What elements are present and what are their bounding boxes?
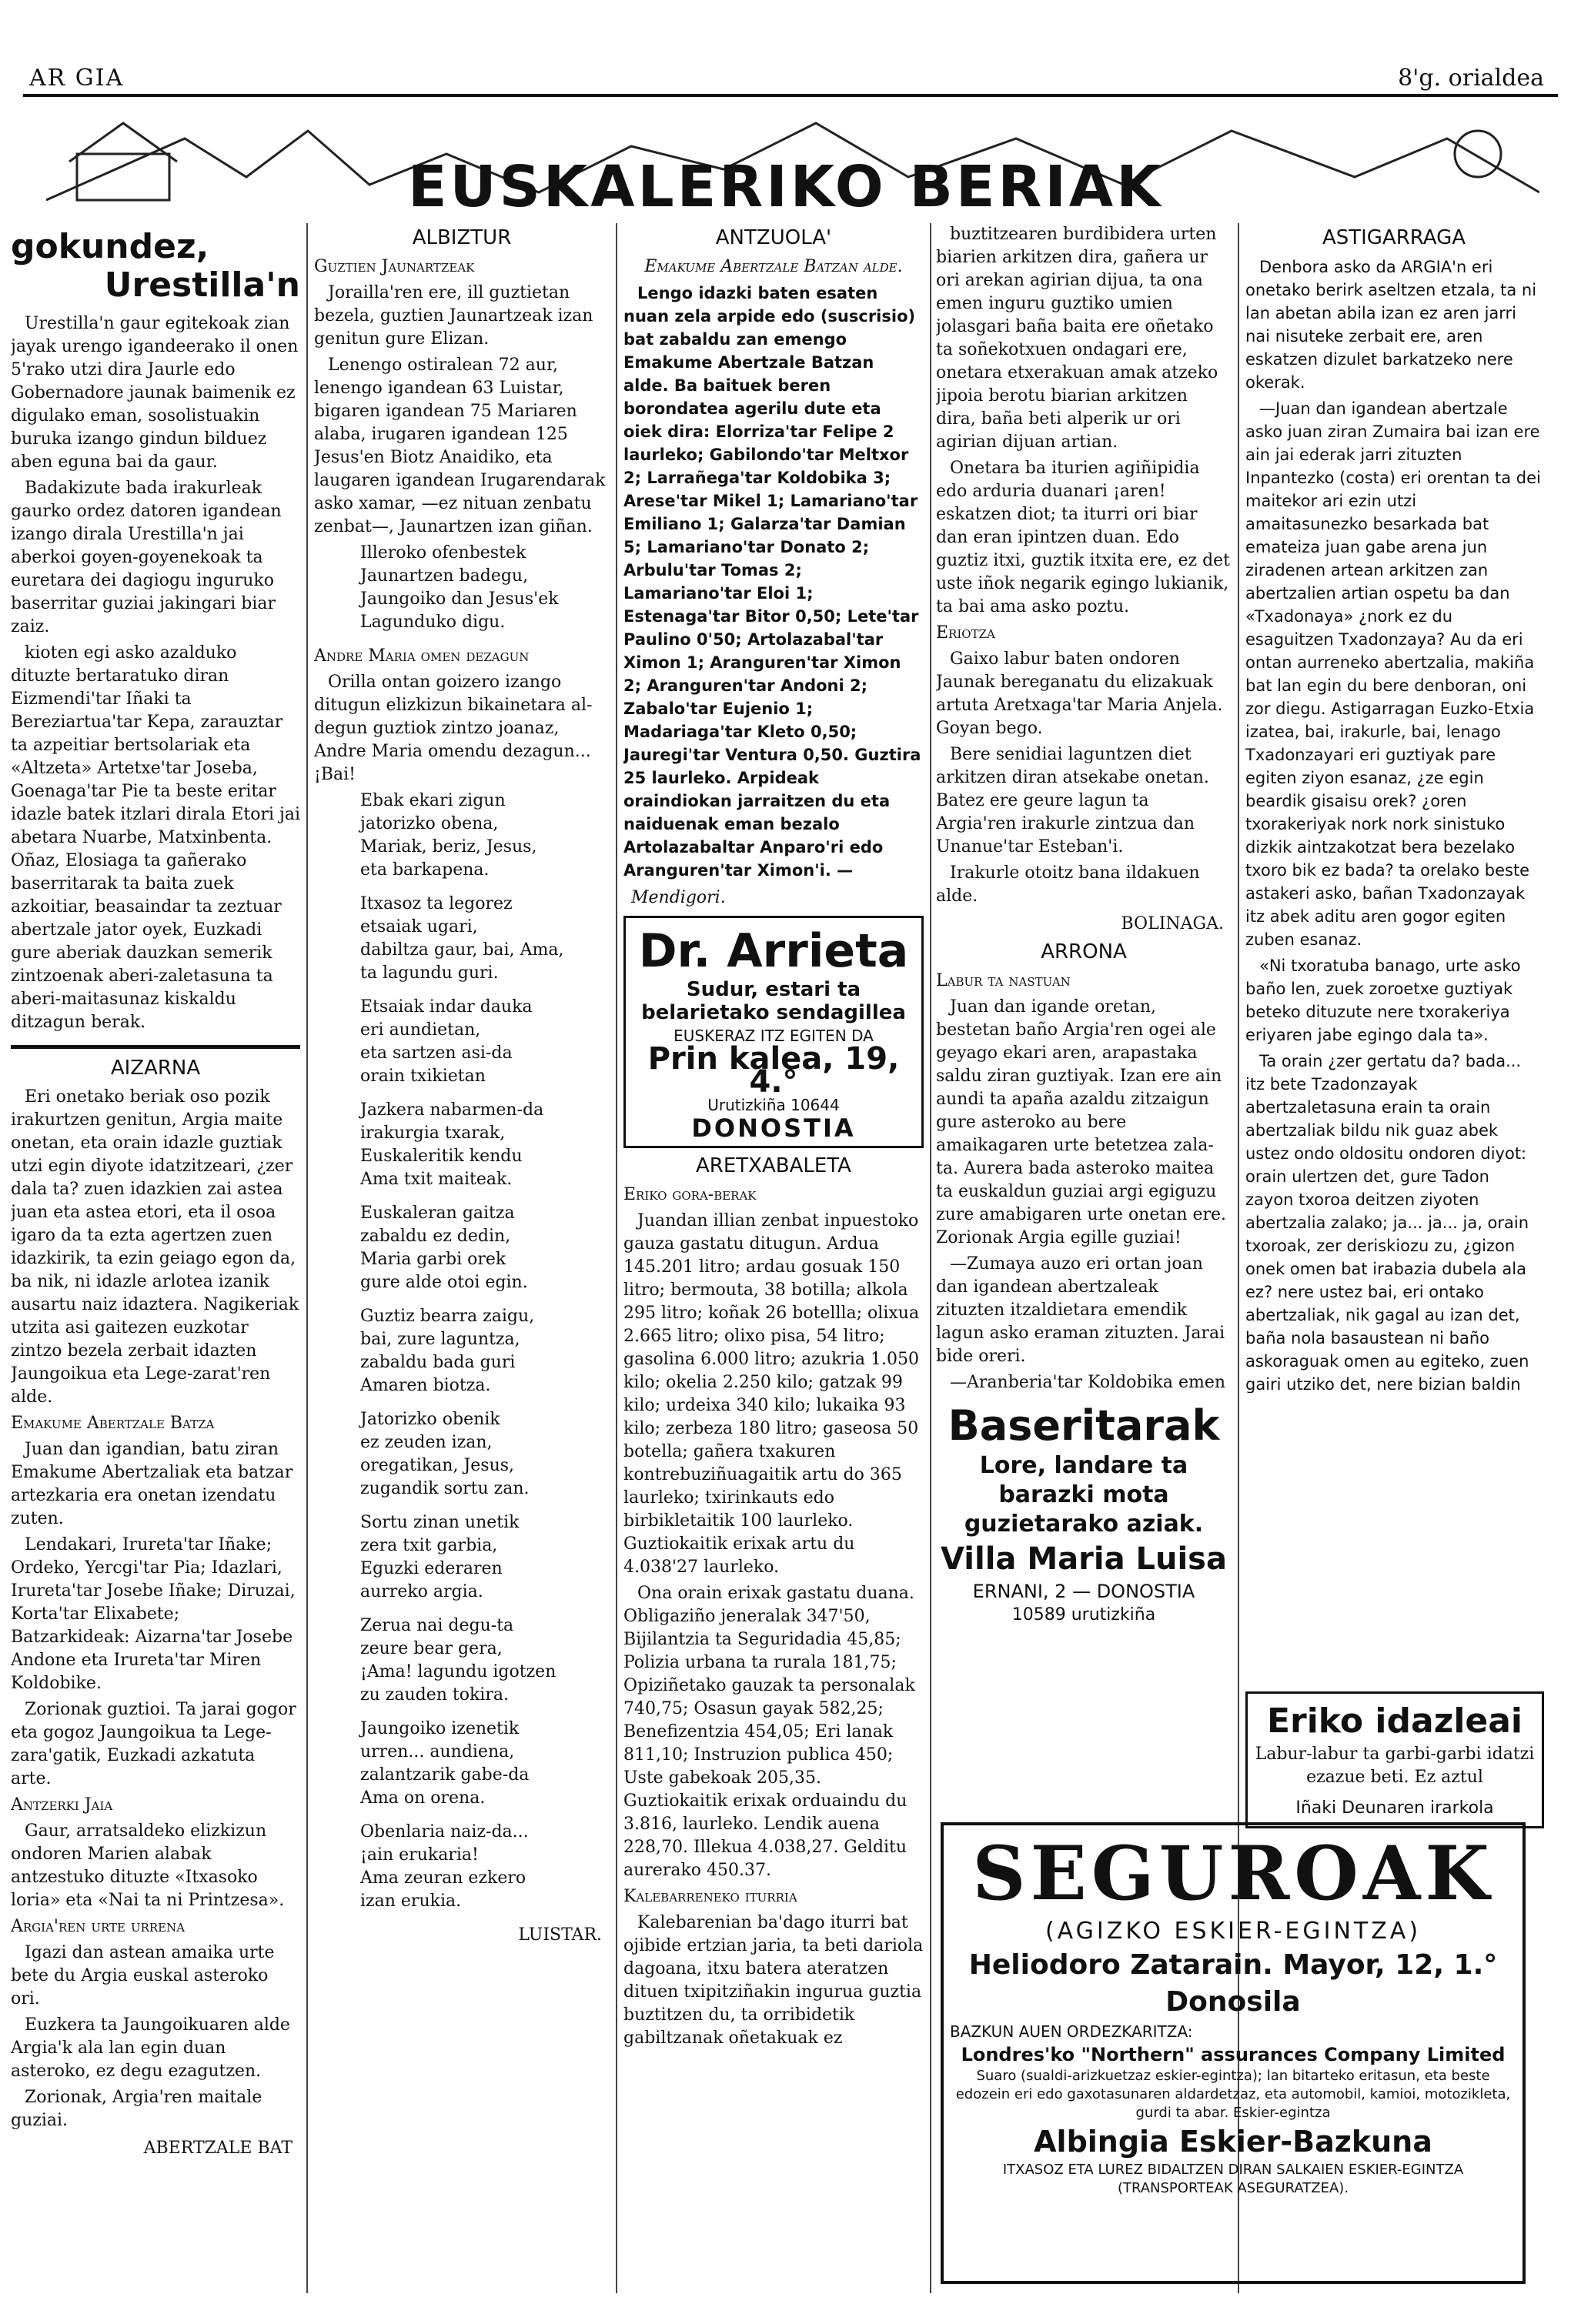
verse-line: Jaungoiko izenetik — [360, 1719, 520, 1738]
ad-address: ERNANI, 2 — DONOSTIA — [972, 1581, 1195, 1602]
paragraph: Euzkera ta Jaungoikuaren alde Argia'k ala lan egin duan asteroko, ez degu ezagutzen. — [11, 2015, 290, 2081]
section-heading: ANTZUOLA' — [715, 226, 832, 249]
verse-stanza — [314, 1408, 610, 1501]
ad-phone: 10589 urutizkiña — [1011, 1605, 1156, 1624]
paragraph: Denbora asko da ARGIA'n eri onetako berirk aseltzen etzala, ta ni lan abetan abila izan ez aren jarri nai nisuteke zerbait ere, aren eskatzen dizulet barkatzeko nere okerak. — [1245, 258, 1537, 392]
ad-title: SEGUROAK — [972, 1830, 1494, 1917]
paragraph: Zorionak guztioi. Ta jarai gogor eta gogoz Jaungoikua ta Lege-zara'gatik, Euzkadi azkatuta arte. — [11, 1700, 296, 1788]
verse-line: Jazkera nabarmen-da — [360, 1100, 544, 1120]
column-1 — [11, 223, 300, 2293]
paragraph: Igazi dan astean amaika urte bete du Argia euskal asteroko ori. — [11, 1943, 275, 2008]
ad-address: Heliodoro Zatarain. Mayor, 12, 1.° Donosila — [968, 1949, 1498, 2018]
verse-line: Ama zeuran ezkero — [360, 1868, 526, 1888]
column-5 — [1245, 223, 1543, 1393]
paragraph: Bere senidiai laguntzen diet arkitzen diran atsekabe onetan. Batez ere geure lagun ta Argia'ren irakurle zintzua dan Unanue'tar Esteban'i. — [936, 745, 1209, 856]
verse-line: Jaungoiko dan Jesus'ek — [360, 589, 559, 609]
verse-line: Sortu zinan unetik — [360, 1513, 520, 1532]
ad-phone: Urutizkiña 10644 — [707, 1096, 840, 1114]
masthead-title: AR GIA — [29, 65, 125, 92]
ad-footer: ITXASOZ ETA LUREZ BIDALTZEN DIRAN SALKAIEN ESKIER-EGINTZA (TRANSPORTEAK ASEGURATZEA). — [1002, 2162, 1464, 2196]
paragraph: Orilla ontan goizero izango ditugun elizkizun bikainetara al-degun guztiok zintzo joanaz, Andre Maria omendu dezagun... ¡Bai! — [314, 673, 593, 784]
verse-line: Euskaleran gaitza — [360, 1204, 515, 1223]
ad-address: Prin kalea, 19, 4.° — [647, 1041, 900, 1100]
ad-title: Baseritarak — [948, 1401, 1220, 1450]
subheading: Andre Maria omen dezagun — [314, 646, 530, 666]
paragraph: Irakurle otoitz bana ildakuen alde. — [936, 863, 1200, 906]
verse-line: Ama on orena. — [360, 1788, 486, 1808]
ad-line: Sudur, estari ta belarietako sendagillea — [641, 978, 906, 1024]
advertisement-eriko-idazleai — [1245, 1691, 1544, 1828]
verse-line: Eguzki ederaren — [360, 1559, 503, 1578]
paragraph: Juan dan igande oretan, bestetan baño Argia'ren ogei ale geyago ekari aren, arapastaka saldu ziran guztiyak. Izan ere ain aundi ta apaña azaldu zitzaigun gure asteroko au bere amaikagaren urte betetzea zala-ta. Aurera bada asteroko maitea ta euskaldun guziai argi egiguzu zure amabigaren urte onetan ere. Zorionak Argia egille guziai! — [936, 997, 1227, 1247]
paragraph: Gaur, arratsaldeko elizkizun ondoren Marien alabak antzestuko dituzte «Itxasoko loria» eta «Nai ta ni Printzesa». — [11, 1821, 285, 1910]
verse-line: gure alde otoi egin. — [360, 1273, 528, 1292]
verse-line: ¡Ama! lagundu igotzen — [360, 1662, 557, 1681]
verse-stanza — [314, 1099, 610, 1191]
paragraph: buztitzearen burdibidera urten biarien arkitzen dira, gañera ur ori arekan agirian dijua, ta ona emen inguru guztiko umien jolasgari baña baita ere oñetako ta soñekotxuen ondagari ere, onetara etxerakuan amak atzeko jipoia berotu biarian arkitzen dira, baña beti alperik ur ori agirian dijuan artian. — [936, 225, 1218, 452]
column-divider — [306, 223, 308, 2293]
advertisement-seguroak — [941, 1822, 1526, 2284]
verse-line: dabiltza gaur, bai, Ama, — [360, 940, 564, 960]
paragraph: Eri onetako beriak oso pozik irakurtzen genitun, Argia maite onetan, eta orain idazle guztiak utzi egin diyote idatzitzeari, ¿zer dala ta? zuen idazkien zai astea juan eta astea etori, eta il osoa igaro da ta ezta agertzen zuen idazkirik, ta ezin geiago egon da, ba nik, ni idazle arlotea izanik ausartu naiz idaztera. Nagikeriak utzita asi gaitezen euzkotar zintzo bezela zerbait idazten Jaungoikua eta Lege-zarat'ren alde. — [11, 1087, 299, 1407]
section-rule — [11, 1045, 300, 1049]
subheading: Eriotza — [936, 623, 995, 643]
verse-line: Zerua nai degu-ta — [360, 1616, 514, 1635]
ad-line: Lore, landare ta barazki mota guzietarako aziak. — [964, 1452, 1204, 1538]
verse-line: bai, zure laguntza, — [360, 1330, 520, 1349]
verse-line: oregatikan, Jesus, — [360, 1456, 515, 1475]
verse-group — [314, 790, 610, 1913]
verse-line: urren... aundiena, — [360, 1742, 515, 1761]
verse-line: Lagunduko digu. — [360, 613, 506, 632]
verse-line: jatorizko obena, — [360, 814, 499, 833]
advertisement-arrieta — [623, 916, 924, 1148]
verse-line: Jatorizko obenik — [360, 1410, 500, 1429]
subheading: Eriko gora-berak — [623, 1185, 757, 1204]
paragraph: —Juan dan igandean abertzale asko juan ziran Zumaira bai izan ere ain jai ederak jarri zituzten Inpantezko (costa) eri orentan ta dei maitekor ari ezin utzi amaitasunezko besarkada bat emateiza juan gabe arena jun ziradenen artean arkitzen zan abertzalien artian ospetu ba dan «Txadonaya» ¿nork ez du esaguitzen Txadonzaya? Au da eri ontan aurreneko abertzalia, makiña bat lan egin du bere denboran, oni zor diegu. Astigarragan Euzko-Etxia izatea, bai, irakurle, bai, lenago Txadonzayari eri guztiyak pare egiten ziyon esanaz, ¿ze egin beardik gisaisu orek? ¿oren txorakeriyak nork nork sinistuko dizkik aintzakotzat bera bezelako txoro bik ez bada? ta orelako beste astakeri asko, bañan Txadonzayak itz abek aditu aren gogor egiten zuben esanaz. — [1245, 399, 1541, 949]
ad-body: Suaro (sualdi-arizkuetzaz eskier-egintza); lan bitarteko eritasun, eta beste edozein eri edo gaxotasunaren aldardetzaz, eta automobil, kamioi, motozikleta, gurdi ta abar. Eskier-egintza — [955, 2068, 1511, 2121]
paragraph: Gaixo labur baten ondoren Jaunak bereganatu du elizakuak artuta Aretxaga'tar Maria Anjela. Goyan bego. — [936, 649, 1223, 738]
section-heading: ASTIGARRAGA — [1322, 226, 1466, 249]
subheading: Antzerki Jaia — [11, 1795, 113, 1815]
paragraph: Zorionak, Argia'ren maitale guziai. — [11, 2088, 262, 2130]
column-divider — [930, 223, 931, 2293]
verse-stanza — [314, 790, 610, 882]
article-title-2: Urestilla'n — [104, 265, 300, 305]
section-heading: ARRONA — [1041, 940, 1127, 963]
page-number: 8'g. orialdea — [1398, 65, 1544, 92]
verse-stanza — [314, 1821, 610, 1913]
verse-stanza — [314, 996, 610, 1088]
subheading: Guztien Jaunartzeak — [314, 257, 475, 276]
ad-representative: Londres'ko "Northern" assurances Company Limited — [961, 2044, 1506, 2065]
verse-line: Mariak, beriz, Jesus, — [360, 837, 537, 856]
verse-line: zalantzarik gabe-da — [360, 1765, 530, 1785]
verse-line: ez zeuden izan, — [360, 1433, 493, 1452]
subheading: Argia'ren urte urrena — [11, 1917, 186, 1936]
article-title-1: gokundez, — [11, 227, 209, 266]
paragraph: Ona orain erixak gastatu duana. Obligaziño jeneralak 347'50, Bijilantzia ta Seguridadia 45,85; Polizia urbana ta rurala 181,75; Opiziñetako gauzak ta personalak 740,75; Osasun gayak 582,25; Benefizentzia 454,05; Eri lanak 811,10; Instruzion publica 450; Uste gabekoak 205,35. Guztiokaitik erixak orduaindu du 3.816, laurleko. Lendik auena 228,70. Illekua 4.038,27. Gelditu aurerako 450.37. — [623, 1584, 915, 1880]
banner-title: EUSKALERIKO BERIAK — [408, 154, 1164, 220]
paragraph: Lendakari, Irureta'tar Iñake; Ordeko, Yercgi'tar Pia; Idazlari, Irureta'tar Josebe Iñake; Diruzai, Korta'tar Elixabete; Batzarkideak: Aizarna'tar Josebe Andone eta Irureta'tar Miren Koldobike. — [11, 1535, 296, 1693]
paragraph: —Zumaya auzo eri ortan joan dan igandean abertzaleak zituzten itzaldietara emendik lagun asko eraman zituzten. Jarai bide oreri. — [936, 1254, 1225, 1366]
verse-line: zeure bear gera, — [360, 1639, 503, 1658]
subheading: Labur ta nastuan — [936, 971, 1071, 990]
paragraph: Onetara ba iturien agiñipidia edo arduria duanari ¡aren! eskatzen diot; ta iturri ori biar dan eran ipintzen duan. Edo guztiz itxi, guztik itxita ere, ez det uste iñok negarik egingo lukianik, ta bai ama asko poztu. — [936, 459, 1231, 616]
ad-title: Eriko idazleai — [1266, 1701, 1523, 1741]
verse-stanza — [314, 1718, 610, 1810]
verse-line: zabaldu bada guri — [360, 1353, 516, 1372]
verse-line: zabaldu ez dedin, — [360, 1227, 511, 1246]
signature: ABERTZALE BAT — [143, 2139, 292, 2158]
section-heading: ALBIZTUR — [412, 226, 512, 249]
ad-text: Labur-labur ta garbi-garbi idatzi ezazue beti. Ez aztul — [1255, 1745, 1535, 1787]
subheading: Kalebarreneko iturria — [623, 1887, 797, 1906]
verse-line: Euskaleritik kendu — [360, 1147, 523, 1166]
column-4 — [936, 223, 1232, 1393]
paragraph: Juandan illian zenbat inpuestoko gauza gastatu ditugun. Ardua 145.201 litro; ardau gosuak 150 litro; bermouta, 38 botilla; alkola 295 litro; koñak 26 botellla; olixua 2.665 litro; olixo pisa, 54 litro; gasolina 6.000 litro; azukria 1.050 kilo; okelia 2.250 kilo; gatzak 99 kilo; urdeixa 340 kilo; lukaika 93 kilo; zerbeza 180 litro; gaseosa 50 botella; gañera txakuren kontrebuziñuagaitik artu do 365 laurleko; txirinkauts edo birbikletaitik 100 laurleko. Guztiokaitik erixak artu du 4.038'27 laurleko. — [623, 1211, 920, 1577]
verse-line: orain txikietan — [360, 1067, 486, 1086]
ad-company: Albingia Eskier-Bazkuna — [1034, 2125, 1432, 2159]
verse-stanza — [314, 1614, 610, 1707]
verse-line: ta lagundu guri. — [360, 963, 499, 983]
paragraph: Juan dan igandian, batu ziran Emakume Abertzaliak eta batzar artezkaria era onetan izendatu zuten. — [11, 1440, 293, 1528]
section-heading: ARETXABALETA — [696, 1154, 851, 1177]
verse-line: Obenlaria naiz-da... — [360, 1822, 529, 1842]
verse-line: izan erukia. — [360, 1892, 462, 1911]
verse-stanza — [314, 893, 610, 985]
verse-line: zu zauden tokira. — [360, 1685, 509, 1705]
ad-signature: Iñaki Deunaren irarkola — [1295, 1798, 1494, 1818]
paragraph: «Ni txoratuba banago, urte asko baño len, zuek zoroetxe guztiyak beteko dituzute nere txorakeriya eriyaren jabe egingo dala ta». — [1245, 957, 1521, 1044]
section-heading: AIZARNA — [110, 1057, 201, 1080]
verse-line: zugandik sortu zan. — [360, 1479, 530, 1498]
verse-line: Jaunartzen badegu, — [360, 566, 529, 586]
verse-line: ¡ain erukaria! — [360, 1845, 479, 1865]
ad-subtitle: (AGIZKO ESKIER-EGINTZA) — [1045, 1918, 1422, 1945]
verse-stanza — [314, 1305, 610, 1397]
paragraph: Lenengo ostiralean 72 aur, lenengo igandean 63 Luistar, bigaren igandean 75 Mariaren alaba, irugaren igandean 125 Jesus'en Biotz Anaidiko, eta laugaren igandean Irugarendarak asko xamar, —ez nituan zenbatu zenbat—, Jaunartzen izan giñan. — [314, 356, 606, 536]
paragraph: Badakizute bada irakurleak gaurko ordez datoren igandean izango dirala Urestilla'n jai aberkoi goyen-goyenekoak ta euretara dei dagiogu inguruko baserritar guziai jakingari biar zaiz. — [11, 479, 282, 636]
ad-name: Dr. Arrieta — [638, 924, 909, 978]
paragraph: Jorailla'ren ere, ill guztietan bezela, guztien Jaunartzeak izan genitun gure Elizan. — [314, 283, 593, 349]
ad-representative-label: BAZKUN AUEN ORDEZKARITZA: — [950, 2022, 1193, 2041]
signature: Mendigori. — [631, 888, 726, 907]
verse-line: Ebak ekari zigun — [360, 791, 506, 810]
paragraph: Kalebarenian ba'dago iturri bat ojibide ertzian jaria, ta beti dariola dagoana, itxu batera ateratzen dituen txipitziñakin ingurua guztia buztitzen du, ta orribidetik gabiltzanak oñetakuak ez — [623, 1913, 924, 2048]
paragraph: —Aranberia'tar Koldobika emen — [950, 1373, 1226, 1392]
donor-list: Lengo idazki baten esaten nuan zela arpide edo (suscrisio) bat zabaldu zan emengo Emakume Abertzale Batzan alde. Ba baituek beren borondatea agerilu dute eta oiek dira: Elorriza'tar Felipe 2 laurleko; Gabilondo'tar Meltxor 2; Larrañega'tar Koldobika 3; Arese'tar Mikel 1; Lamariano'tar Emiliano 1; Galarza'tar Damian 5; Lamariano'tar Donato 2; Arbulu'tar Tomas 2; Lamariano'tar Eloi 1; Estenaga'tar Bitor 0,50; Lete'tar Paulino 0'50; Artolazabal'tar Ximon 1; Aranguren'tar Ximon 2; Aranguren'tar Andoni 2; Zabalo'tar Eujenio 1; Madariaga'tar Kleto 0,50; Jauregi'tar Ventura 0,50. Guztira 25 laurleko. Arpideak oraindiokan jarraitzen du eta naiduenak eman bezalo Artolazabaltar Anparo'ri edo Aranguren'tar Ximon'i. — — [623, 284, 921, 880]
ad-city: DONOSTIA — [691, 1114, 856, 1143]
verse-line: Illeroko ofenbestek — [360, 543, 526, 563]
advertisement-baseritarak — [936, 1401, 1232, 1627]
verse-line: Itxasoz ta legorez — [360, 894, 513, 913]
verse-line: etsaiak ugari, — [360, 917, 478, 937]
column-divider — [616, 223, 617, 2293]
column-3 — [623, 223, 924, 2293]
paragraph: Ta orain ¿zer gertatu da? bada... itz bete Tzadonzayak abertzaletasuna erain ta orain abertzaliak bildu nik guaz abek ustez ondo oldositu ondoren diyot: orain ulertzen det, gure Tadon zayon txoroa deitzen ziyoten abertzalia zalako; ja... ja... ja, orain txoroak, zer deriskiozu zu, ¿gizon onek omen bat irabazia dubela ala ez? nere ustez bai, eri ontako abertzaliak, nik gagal au izan det, baña nola basaustean ni baño askoraguak omen au egiteko, zuen gairi utziko det, nere bizian baldin — [1245, 1052, 1529, 1393]
signature: BOLINAGA. — [1121, 914, 1224, 933]
verse-stanza — [314, 1511, 610, 1604]
verse-line: irakurgia txarak, — [360, 1124, 506, 1143]
column-2 — [314, 223, 610, 2293]
masthead-rule — [23, 94, 1558, 97]
ad-line: EUSKERAZ ITZ EGITEN DA — [674, 1027, 874, 1045]
verse-stanza — [314, 1202, 610, 1294]
verse-line: Guztiz bearra zaigu, — [360, 1307, 535, 1326]
paragraph: kioten egi asko azalduko dituzte bertaratuko diran Eizmendi'tar Iñaki ta Bereziartua'tar Kepa, zarauztar ta azpeitiar bertsolariak eta «Altzeta» Artetxe'tar Joseba, Goenaga'tar Pie ta beste eritar idazle batek itzlari dirala Etori jai abetara Nuarbe, Matxinbenta. Oñaz, Elosiaga ta gañerako baserritarak ta baita zuek azkoitiar, beasaindar ta zeztuar abertzale jator oyek, Euzkadi gure aberiak dauzkan semerik zintzoenak aberi-zaletasuna ta aberi-maitasunaz kiskaldu ditzagun berak. — [11, 643, 300, 1032]
verse-line: aurreko argia. — [360, 1582, 483, 1601]
verse-line: Maria garbi orek — [360, 1250, 506, 1269]
verse-line: Ama txit maiteak. — [360, 1170, 513, 1189]
verse — [314, 542, 610, 634]
paragraph: Urestilla'n gaur egitekoak zian jayak urengo igandeerako il onen 5'rako utzi dira Jaurle edo Gobernadore jaunak baimenik ez digulako eman, sosolistuakin buruka izango gindun bilduez aben eguna bai da gaur. — [11, 314, 299, 472]
masthead — [0, 0, 1581, 92]
subheading: Emakume Abertzale Batza — [11, 1414, 215, 1433]
signature: LUISTAR. — [518, 1925, 602, 1945]
ad-name: Villa Maria Luisa — [941, 1541, 1227, 1577]
verse-line: Amaren biotza. — [360, 1376, 491, 1395]
subheading: Emakume Abertzale Batzan alde. — [644, 257, 903, 276]
verse-line: eta barkapena. — [360, 860, 490, 880]
verse-line: eri aundietan, — [360, 1020, 481, 1040]
verse-line: Etsaiak indar dauka — [360, 997, 533, 1017]
verse-line: eta sartzen asi-da — [360, 1043, 513, 1063]
verse-line: zera txit garbia, — [360, 1536, 498, 1555]
